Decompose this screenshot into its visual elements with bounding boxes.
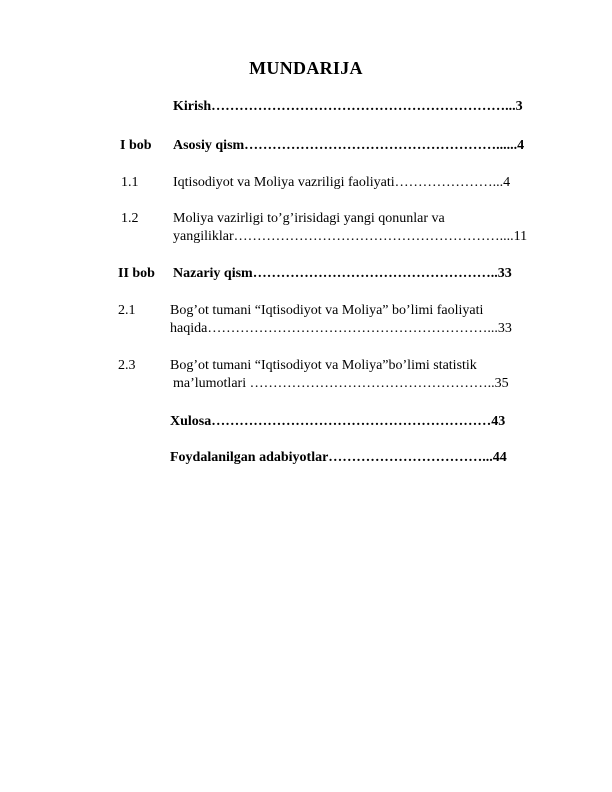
toc-entry-xulosa: Xulosa……………………………………………………43 bbox=[170, 414, 506, 429]
toc-entry-2-1-line1: Bog’ot tumani “Iqtisodiyot va Moliya” bo’limi faoliyati bbox=[170, 303, 484, 318]
toc-entry-adabiyotlar: Foydalanilgan adabiyotlar……………………………...44 bbox=[170, 450, 507, 465]
toc-entry-2-1-line2: haqida……………………………………………………...33 bbox=[170, 321, 512, 336]
toc-entry-2-3-line2: ma’lumotlari ……………………………………………..35 bbox=[173, 376, 509, 391]
toc-number-1-2: 1.2 bbox=[121, 211, 139, 226]
toc-entry-1-2-line1: Moliya vazirligi to’g’irisidagi yangi qonunlar va bbox=[173, 211, 445, 226]
toc-entry-1-2-line2: yangiliklar…………………………………………………....11 bbox=[173, 229, 528, 244]
toc-entry-1-1: Iqtisodiyot va Moliya vazriligi faoliyati…………………...4 bbox=[173, 175, 511, 190]
toc-entry-2-3-line1: Bog’ot tumani “Iqtisodiyot va Moliya”bo’limi statistik bbox=[170, 358, 477, 373]
toc-number-2-3: 2.3 bbox=[118, 358, 136, 373]
toc-number-2-1: 2.1 bbox=[118, 303, 136, 318]
toc-entry-kirish: Kirish………………………………………………………...3 bbox=[173, 99, 523, 114]
toc-entry-asosiy-qism: Asosiy qism………………………………………………......4 bbox=[173, 138, 525, 153]
toc-number-1: I bob bbox=[120, 138, 152, 153]
toc-number-2: II bob bbox=[118, 266, 155, 281]
page-title: MUNDARIJA bbox=[249, 58, 363, 78]
toc-entry-nazariy-qism: Nazariy qism……………………………………………..33 bbox=[173, 266, 512, 281]
toc-number-1-1: 1.1 bbox=[121, 175, 139, 190]
